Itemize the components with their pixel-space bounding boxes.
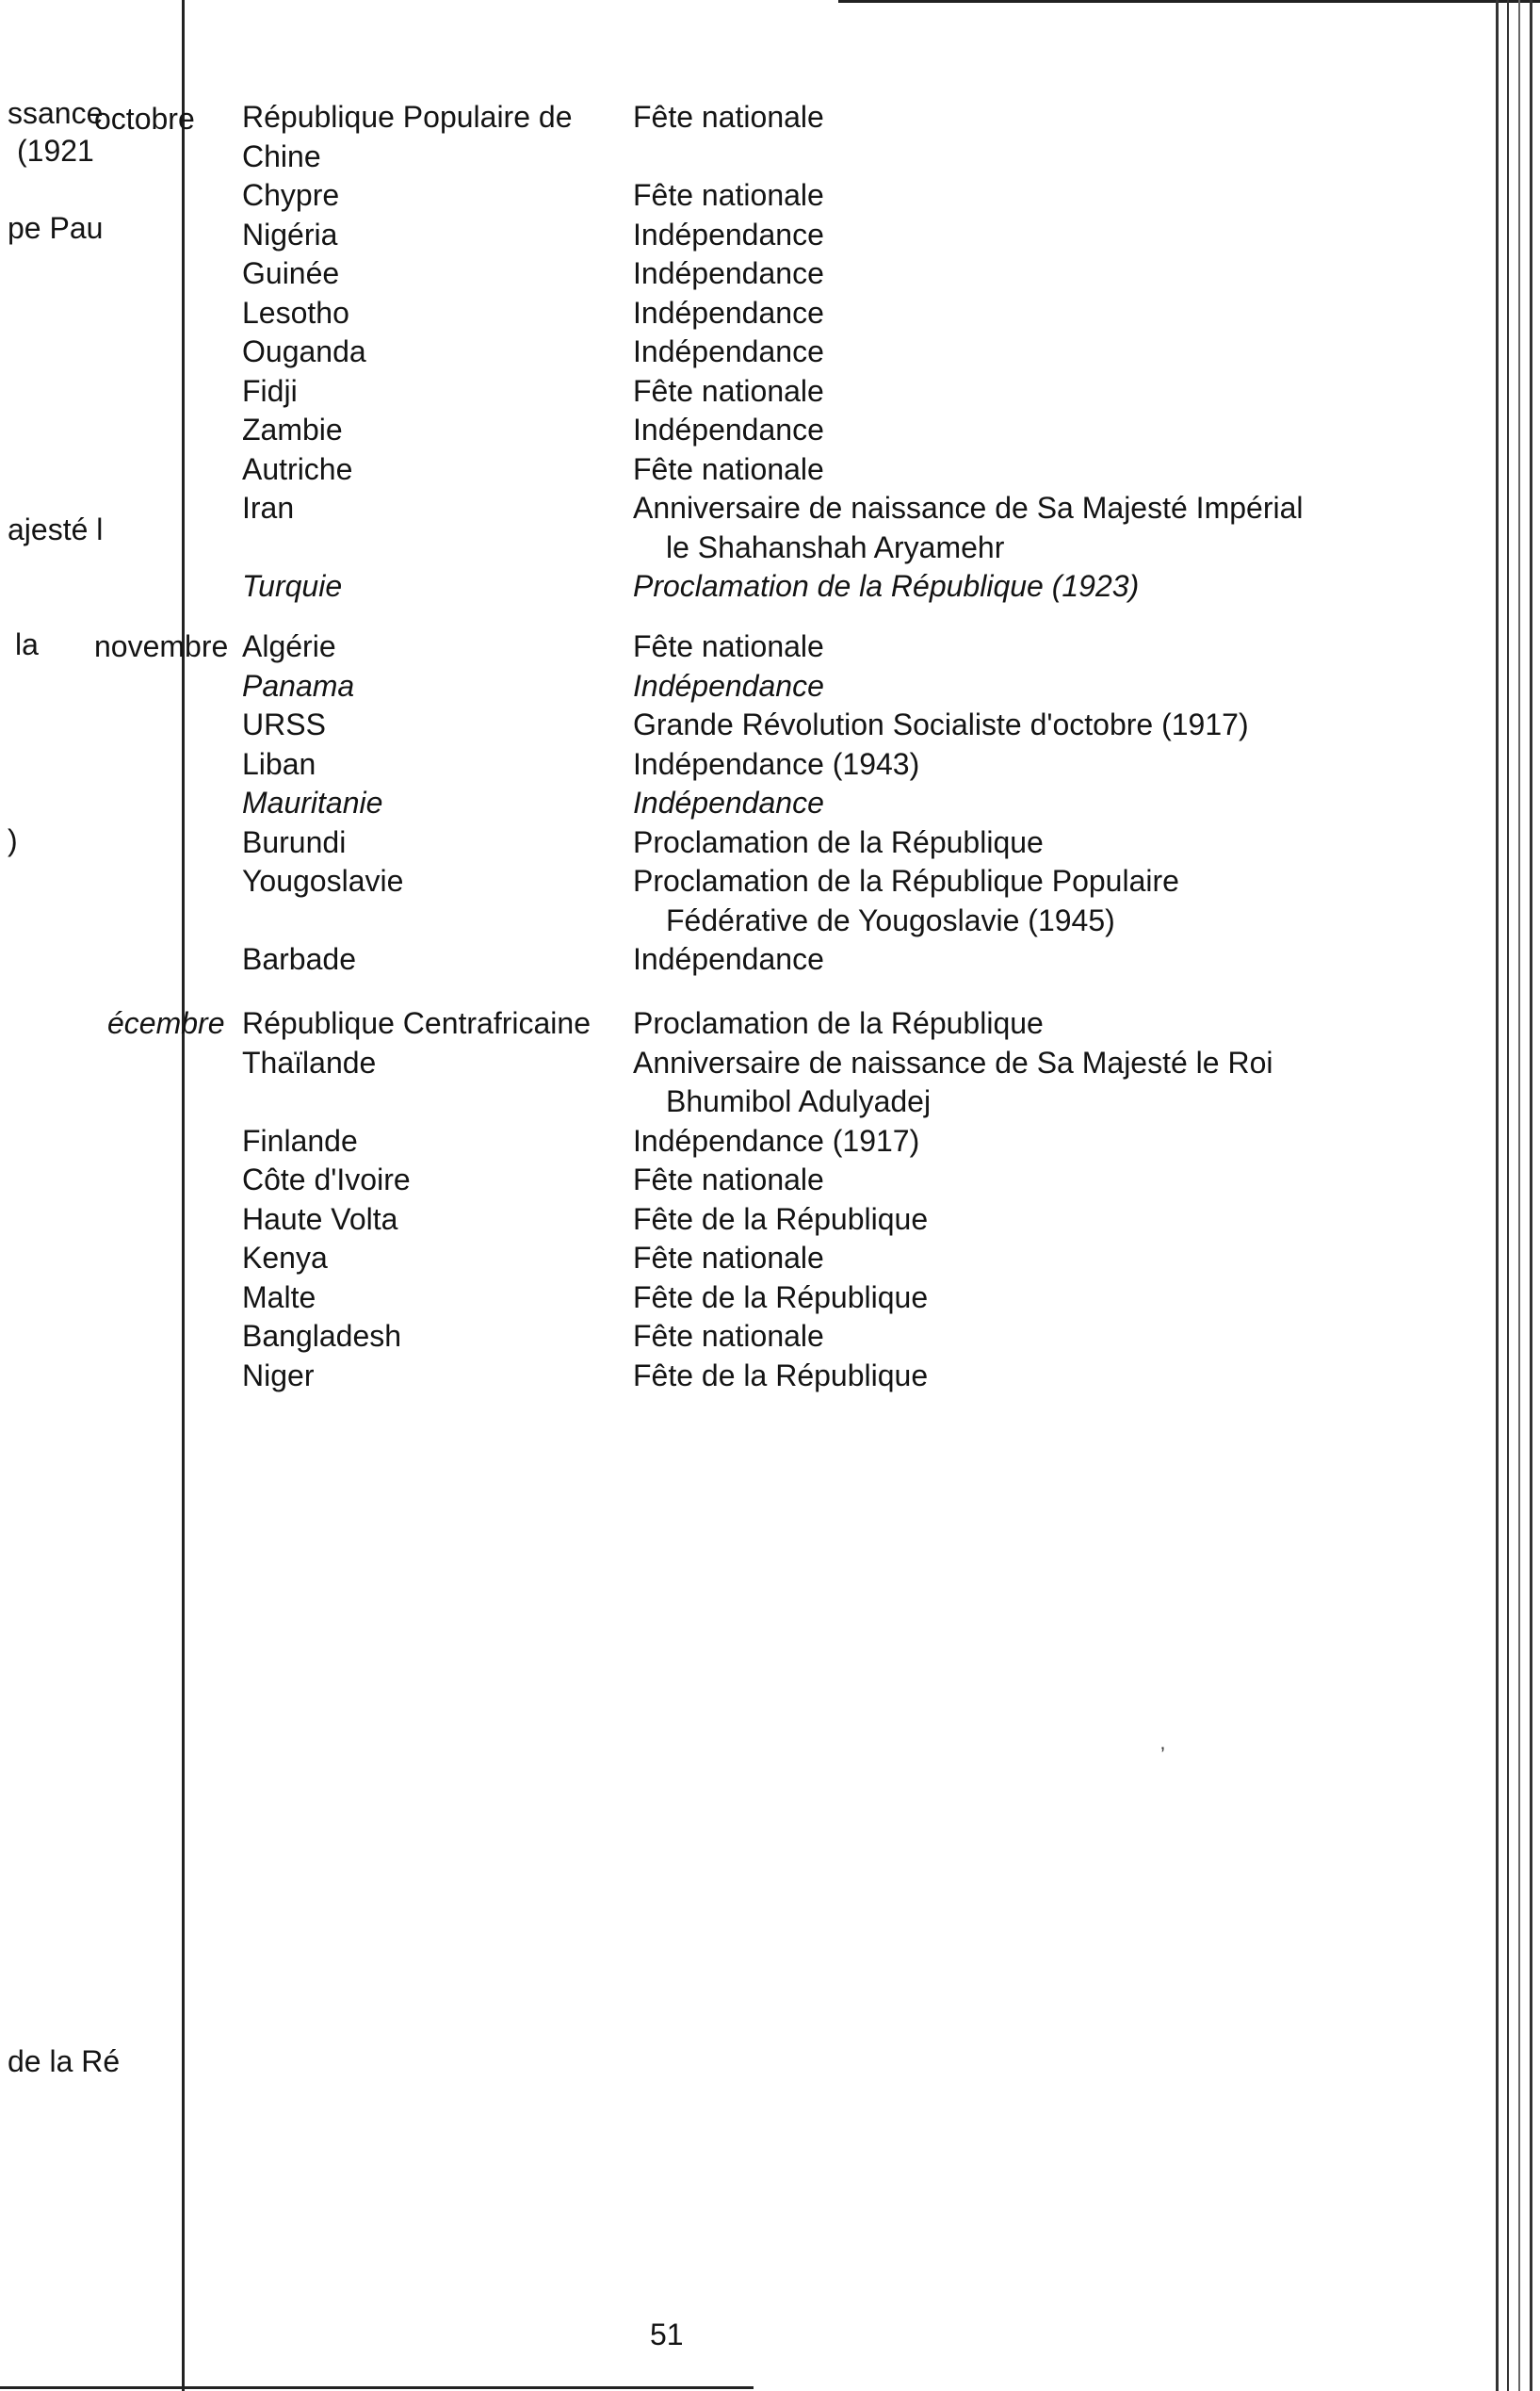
country-name: Iran xyxy=(242,491,295,525)
country-name: Lesotho xyxy=(242,295,349,330)
event-description: Fête de la République xyxy=(633,1201,929,1236)
country-name: Chypre xyxy=(242,178,340,212)
event-description: Fête nationale xyxy=(633,100,824,134)
event-description: Anniversaire de naissance de Sa Majesté le Roi xyxy=(633,1045,1273,1080)
country-name: Niger xyxy=(242,1358,315,1392)
event-description: Bhumibol Adulyadej xyxy=(666,1084,932,1118)
country-name: URSS xyxy=(242,708,326,741)
bottom-edge-rule xyxy=(0,2386,754,2389)
margin-fragment: la xyxy=(15,627,39,661)
event-description: Fête nationale xyxy=(633,1241,824,1275)
country-name: Nigéria xyxy=(242,217,338,252)
event-description: Indépendance xyxy=(633,295,824,330)
country-name: République Centrafricaine xyxy=(242,1006,591,1040)
event-description: Fête nationale xyxy=(633,629,824,663)
margin-fragment: ) xyxy=(8,823,18,857)
ink-speck: ’ xyxy=(1160,1743,1165,1766)
country-name: Yougoslavie xyxy=(242,864,404,898)
event-description: Indépendance xyxy=(633,413,824,447)
country-name: Algérie xyxy=(242,629,336,663)
country-name: Finlande xyxy=(242,1123,358,1158)
event-description: Grande Révolution Socialiste d'octobre (1917) xyxy=(633,708,1249,741)
country-name: Mauritanie xyxy=(242,786,383,820)
right-edge-line xyxy=(1496,0,1499,2391)
margin-fragment: (1921 xyxy=(17,134,94,168)
country-name: Burundi xyxy=(242,824,347,859)
event-description: Anniversaire de naissance de Sa Majesté Impérial xyxy=(633,491,1304,525)
margin-fragment: de la Ré xyxy=(8,2044,121,2078)
event-description: le Shahanshah Aryamehr xyxy=(666,529,1005,564)
event-description: Fête nationale xyxy=(633,178,824,212)
country-name: Barbade xyxy=(242,942,356,976)
country-name: Côte d'Ivoire xyxy=(242,1163,411,1196)
event-description: Indépendance xyxy=(633,786,824,820)
country-name: Chine xyxy=(242,138,321,173)
right-edge-line xyxy=(1507,0,1509,2391)
page-number: 51 xyxy=(650,2318,684,2351)
event-description: Fête nationale xyxy=(633,1319,824,1353)
event-description: Fête de la République xyxy=(633,1279,929,1314)
country-name: Turquie xyxy=(242,569,343,603)
left-column-rule xyxy=(182,0,185,2391)
event-description: Proclamation de la République (1923) xyxy=(633,569,1140,603)
event-description: Indépendance xyxy=(633,217,824,252)
event-description: Indépendance xyxy=(633,256,824,290)
event-description: Fédérative de Yougoslavie (1945) xyxy=(666,903,1115,937)
country-name: Thaïlande xyxy=(242,1045,377,1080)
event-description: Proclamation de la République xyxy=(633,1006,1044,1040)
country-name: Fidji xyxy=(242,373,298,408)
country-name: Liban xyxy=(242,746,316,781)
country-name: Malte xyxy=(242,1279,316,1314)
month-label-octobre: octobre xyxy=(94,102,195,136)
country-name: Guinée xyxy=(242,256,340,290)
event-description: Fête nationale xyxy=(633,373,824,408)
event-description: Indépendance xyxy=(633,942,824,976)
event-description: Indépendance (1917) xyxy=(633,1123,920,1158)
month-label-novembre: novembre xyxy=(94,629,229,663)
country-name: Autriche xyxy=(242,451,353,486)
right-edge-line xyxy=(1518,0,1520,2391)
event-description: Fête nationale xyxy=(633,451,824,486)
event-description: Indépendance (1943) xyxy=(633,746,920,781)
margin-fragment: ssance xyxy=(8,96,104,130)
country-name: Ouganda xyxy=(242,334,366,368)
margin-fragment: ajesté l xyxy=(8,512,104,546)
month-label-decembre: écembre xyxy=(107,1006,225,1040)
event-description: Proclamation de la République xyxy=(633,824,1044,859)
country-name: Haute Volta xyxy=(242,1201,398,1236)
right-edge-line xyxy=(1530,0,1532,2391)
country-name: Bangladesh xyxy=(242,1319,402,1353)
country-name: Zambie xyxy=(242,413,343,447)
event-description: Fête de la République xyxy=(633,1358,929,1392)
event-description: Fête nationale xyxy=(633,1163,824,1196)
margin-fragment: pe Pau xyxy=(8,211,104,245)
event-description: Indépendance xyxy=(633,668,824,703)
country-name: République Populaire de xyxy=(242,100,573,134)
event-description: Proclamation de la République Populaire xyxy=(633,864,1179,898)
country-name: Kenya xyxy=(242,1241,328,1275)
event-description: Indépendance xyxy=(633,334,824,368)
country-name: Panama xyxy=(242,668,355,703)
top-edge-rule xyxy=(838,0,1540,3)
